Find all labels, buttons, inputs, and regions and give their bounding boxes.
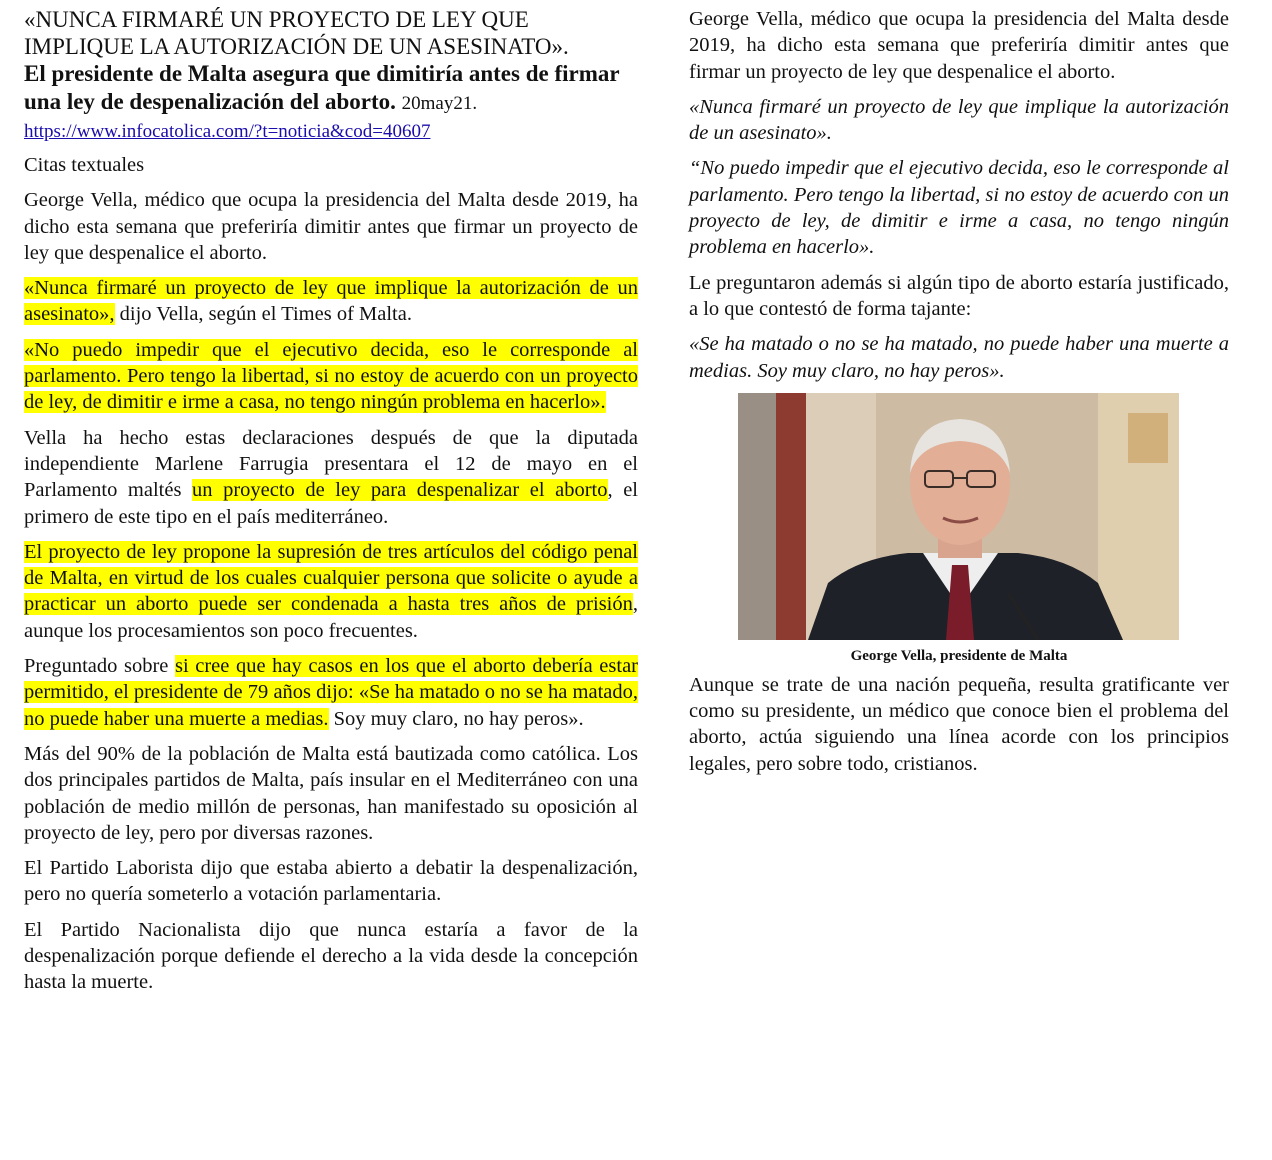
highlighted-quote-2: «No puedo impedir que el ejecutivo decida, eso le corresponde al parlamento. Pero tengo la libertad, si no estoy de acuerdo con un proyecto de ley, de dimitir e irme a casa, no tengo ningún problema en hacerlo». — [24, 338, 638, 414]
right-paragraph-2: Le preguntaron además si algún tipo de aborto estaría justificado, a lo que contestó de forma tajante: — [689, 271, 1229, 320]
left-paragraph-7: Más del 90% de la población de Malta está bautizada como católica. Los dos principales partidos de Malta, país insular en el Mediterráneo con una población de medio millón de personas, han manifestado su oposición al proyecto de ley, pero por diversas razones. — [24, 742, 638, 844]
quote-3-text: «Se ha matado o no se ha matado, no puede haber una muerte a medias. Soy muy claro, no hay peros». — [689, 333, 1229, 382]
left-paragraph-8: El Partido Laborista dijo que estaba abierto a debatir la despenalización, pero no quería someterlo a votación parlamentaria. — [24, 857, 638, 906]
right-quote-3 — [689, 331, 1229, 384]
left-paragraph-2 — [24, 275, 638, 328]
left-paragraph-5 — [24, 539, 638, 644]
right-quote-1 — [689, 94, 1229, 147]
quote-1-text: «Nunca firmaré un proyecto de ley que implique la autorización de un asesinato». — [689, 95, 1229, 145]
highlighted-bill: un proyecto de ley para despenalizar el aborto — [192, 479, 608, 502]
right-paragraph-1: George Vella, médico que ocupa la presidencia del Malta desde 2019, ha dicho esta semana que preferiría dimitir antes que firmar un proyecto de ley que despenalice el aborto. — [689, 8, 1229, 83]
article-date: 20may21. — [401, 93, 478, 114]
right-column — [689, 6, 1229, 786]
paragraph-6-start: Preguntado sobre — [24, 655, 175, 678]
photo-caption: George Vella, presidente de Malta — [850, 647, 1068, 664]
paragraph-4-end: , el primero de este tipo en el país mediterráneo. — [24, 479, 639, 528]
president-photo — [738, 393, 1179, 640]
paragraph-4-start: Vella ha hecho estas declaraciones después de que la diputada independiente Marlene Farrugia presentara el 12 de mayo en el Parlamento maltés — [24, 426, 638, 502]
highlighted-answer: si cree que hay casos en los que el aborto debería estar permitido, el presidente de 79 años dijo: «Se ha matado o no se ha matado, no puede haber una muerte a medias. — [24, 655, 639, 730]
headline-bold — [24, 60, 638, 118]
left-column — [24, 6, 638, 1005]
left-paragraph-4 — [24, 425, 638, 530]
paragraph-2-rest: dijo Vella, según el Times of Malta. — [114, 303, 412, 326]
right-paragraph-3: Aunque se trate de una nación pequeña, resulta gratificante ver como su presidente, un médico que conoce bien el problema del aborto, actúa siguiendo una línea acorde con los principios legales, pero sobre todo, cristianos. — [689, 673, 1229, 775]
right-quote-2 — [689, 155, 1229, 260]
portrait-illustration — [738, 393, 1179, 640]
headline-caps: «NUNCA FIRMARÉ UN PROYECTO DE LEY QUE IMPLIQUE LA AUTORIZACIÓN DE UN ASESINATO». — [24, 7, 569, 59]
quote-2-text: “No puedo impedir que el ejecutivo decida, eso le corresponde al parlamento. Pero tengo la libertad, si no estoy de acuerdo con un proyecto de ley, de dimitir e irme a casa, no tengo ningún problema en hacerlo». — [689, 157, 1229, 259]
left-paragraph-3 — [24, 337, 638, 416]
highlighted-proposal: El proyecto de ley propone la supresión de tres artículos del código penal de Malta, en virtud de los cuales cualquier persona que solicite o ayude a practicar un aborto puede ser condenada a hasta tres años de prisión — [24, 540, 638, 616]
paragraph-5-rest: , aunque los procesamientos son poco frecuentes. — [24, 593, 638, 642]
left-paragraph-9: El Partido Nacionalista dijo que nunca estaría a favor de la despenalización porque defiende el derecho a la vida desde la concepción hasta la muerte. — [24, 918, 638, 994]
section-label: Citas textuales — [24, 154, 145, 176]
headline-bold-text: El presidente de Malta asegura que dimitiría antes de firmar una ley de despenalización del aborto. — [24, 61, 620, 114]
source-link[interactable]: https://www.infocatolica.com/?t=noticia&cod=40607 — [24, 121, 431, 142]
highlighted-quote-1: «Nunca firmaré un proyecto de ley que implique la autorización de un asesinato», — [24, 277, 638, 326]
paragraph-6-end: Soy muy claro, no hay peros». — [328, 707, 584, 730]
left-paragraph-1: George Vella, médico que ocupa la presidencia del Malta desde 2019, ha dicho esta semana que preferiría dimitir antes que firmar un proyecto de ley que despenalice el aborto. — [24, 189, 638, 264]
left-paragraph-6 — [24, 653, 638, 732]
